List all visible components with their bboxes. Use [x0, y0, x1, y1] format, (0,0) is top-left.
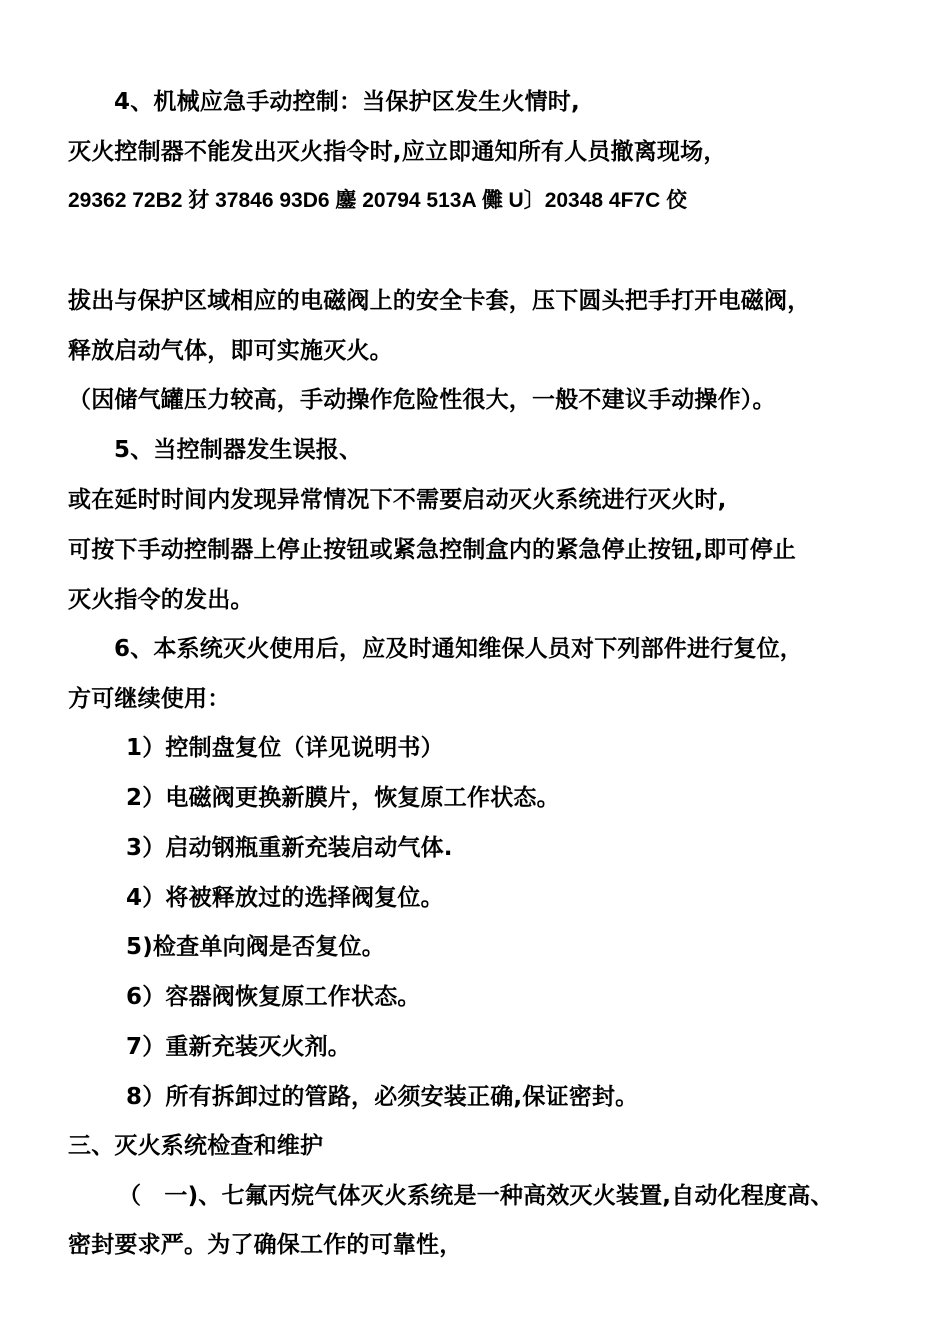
- paragraph-line: （ 一)、七氟丙烷气体灭火系统是一种高效灭火装置,自动化程度高、: [118, 1183, 834, 1209]
- paragraph-line-item6: 6、本系统灭火使用后，应及时通知维保人员对下列部件进行复位，: [114, 636, 804, 662]
- list-item: 3）启动钢瓶重新充装启动气体.: [126, 835, 453, 861]
- list-item: 1）控制盘复位（详见说明书）: [126, 735, 444, 761]
- paragraph-line-item4: 4、机械应急手动控制：当保护区发生火情时,: [114, 89, 580, 115]
- section-heading: 三、灭火系统检查和维护: [68, 1133, 324, 1159]
- paragraph-line: 释放启动气体，即可实施灭火。: [68, 338, 393, 364]
- list-item: 4）将被释放过的选择阀复位。: [126, 885, 444, 911]
- list-item: 2）电磁阀更换新膜片，恢复原工作状态。: [126, 785, 560, 811]
- paragraph-line: 拔出与保护区域相应的电磁阀上的安全卡套，压下圆头把手打开电磁阀，: [68, 288, 811, 314]
- garbled-code-line: 29362 72B2 犲 37846 93D6 鏖 20794 513A 儺 U〕20348 4F7C 佼: [68, 189, 688, 212]
- paragraph-line: 密封要求严。为了确保工作的可靠性，: [68, 1232, 463, 1258]
- paragraph-line-note: （因储气罐压力较高，手动操作危险性很大，一般不建议手动操作）。: [68, 387, 776, 413]
- list-item: 6）容器阀恢复原工作状态。: [126, 984, 421, 1010]
- paragraph-line: 或在延时时间内发现异常情况下不需要启动灭火系统进行灭火时,: [68, 487, 727, 513]
- paragraph-line: 灭火指令的发出。: [68, 587, 254, 613]
- paragraph-line: 灭火控制器不能发出灭火指令时,应立即通知所有人员撤离现场，: [68, 139, 727, 165]
- list-item: 7）重新充装灭火剂。: [126, 1034, 352, 1060]
- paragraph-line: 方可继续使用：: [68, 686, 231, 712]
- paragraph-line: 可按下手动控制器上停止按钮或紧急控制盒内的紧急停止按钮,即可停止: [68, 537, 797, 563]
- list-item: 8）所有拆卸过的管路，必须安装正确,保证密封。: [126, 1084, 639, 1110]
- paragraph-line-item5: 5、当控制器发生误报、: [114, 437, 363, 463]
- list-item: 5)检查单向阀是否复位。: [126, 934, 385, 960]
